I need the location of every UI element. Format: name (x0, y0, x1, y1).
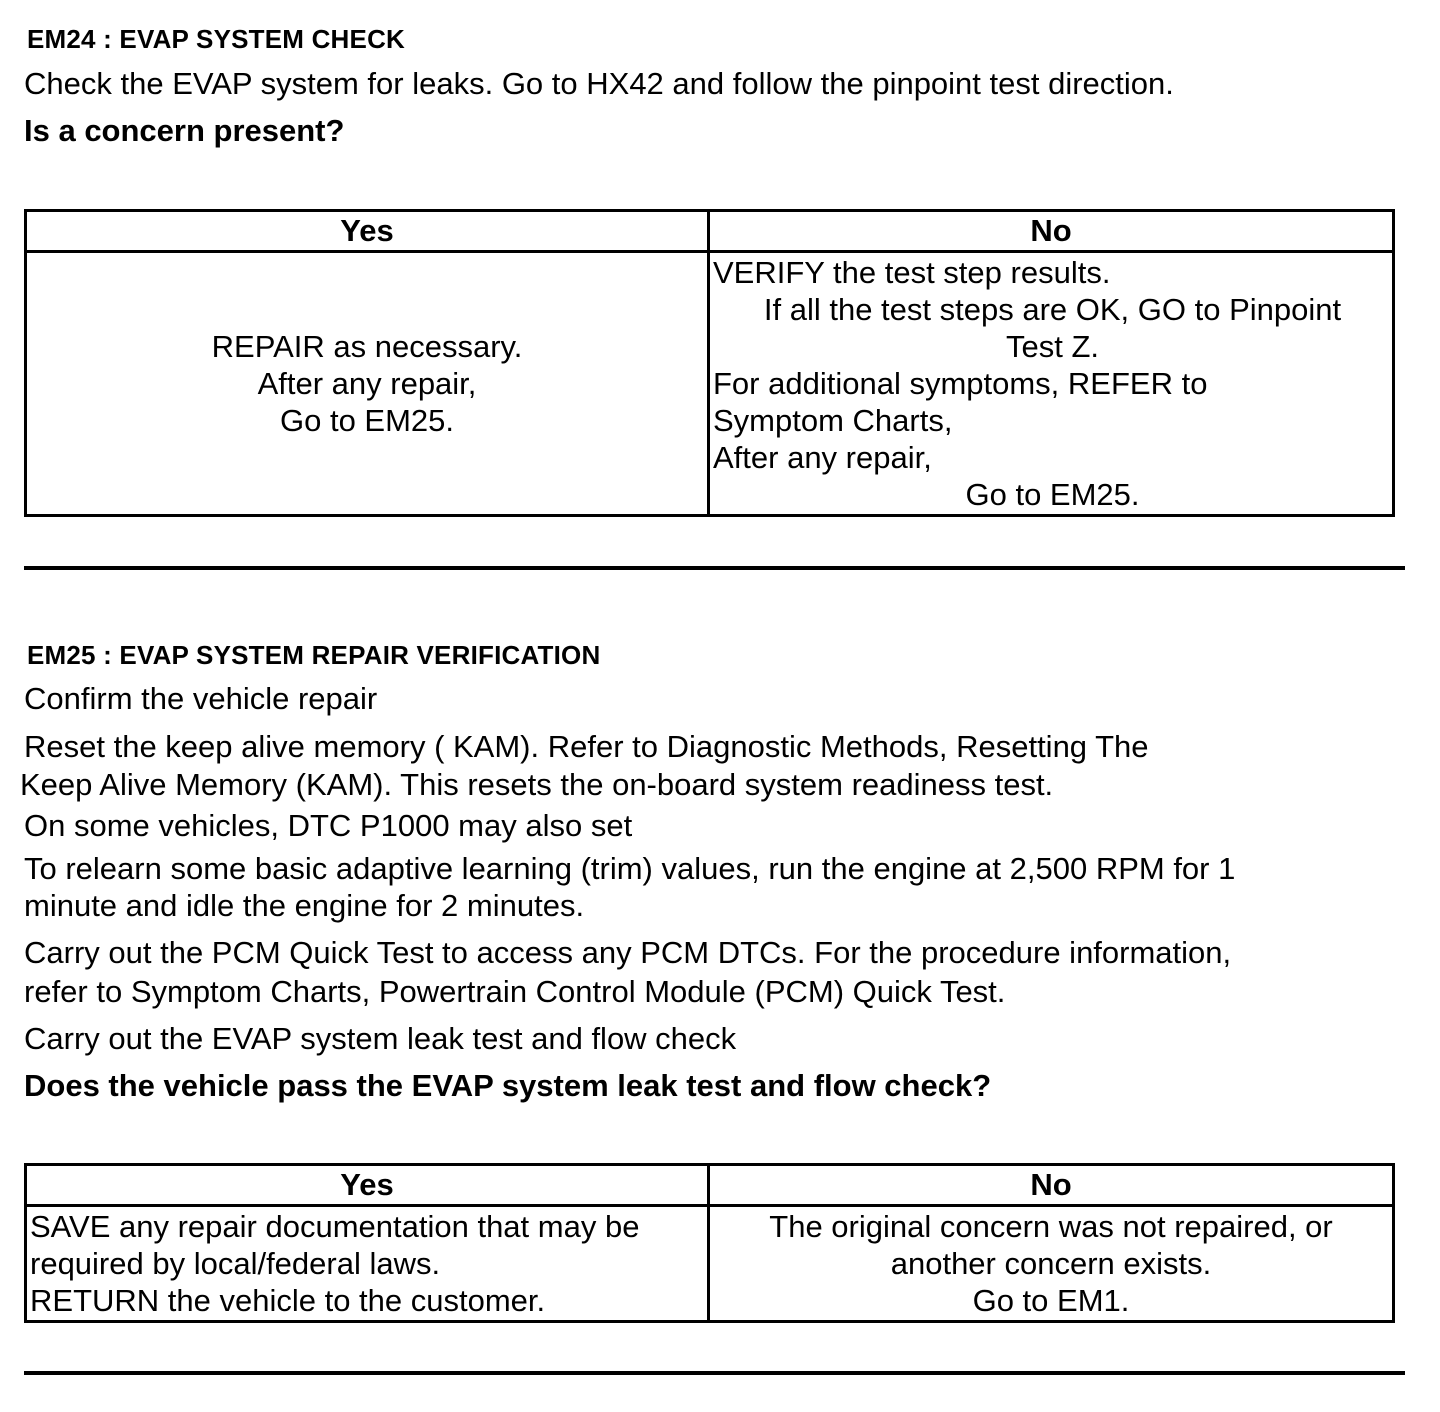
em24-instruction: Check the EVAP system for leaks. Go to HX42 and follow the pinpoint test direction. (24, 66, 1174, 101)
em25-step: minute and idle the engine for 2 minutes. (24, 888, 585, 923)
em24-no-line: VERIFY the test step results. (713, 255, 1111, 290)
em25-question: Does the vehicle pass the EVAP system leak test and flow check? (24, 1068, 992, 1103)
em24-no-line: Test Z. (1005, 329, 1099, 364)
section-divider (24, 566, 1405, 570)
em25-no-line: Go to EM1. (972, 1283, 1130, 1318)
em25-no-line: The original concern was not repaired, or (769, 1209, 1333, 1244)
em24-no-line: For additional symptoms, REFER to (713, 366, 1208, 401)
em24-yes-header: Yes (26, 211, 709, 252)
em25-no-header: No (709, 1165, 1394, 1206)
em24-heading: EM24 : EVAP SYSTEM CHECK (27, 24, 406, 54)
em25-yes-line: required by local/federal laws. (30, 1246, 441, 1281)
em24-no-line: After any repair, (713, 440, 932, 475)
em24-yes-line: Go to EM25. (279, 403, 455, 438)
em24-decision-table (24, 209, 1395, 517)
em25-heading: EM25 : EVAP SYSTEM REPAIR VERIFICATION (27, 640, 601, 670)
em25-yes-line: RETURN the vehicle to the customer. (30, 1283, 546, 1318)
section-divider (24, 1371, 1405, 1375)
em25-step: refer to Symptom Charts, Powertrain Control Module (PCM) Quick Test. (24, 974, 1006, 1009)
em25-yes-cell (26, 1206, 709, 1322)
em25-no-line: another concern exists. (890, 1246, 1212, 1281)
em24-question: Is a concern present? (24, 113, 345, 148)
em24-no-line: Symptom Charts, (713, 403, 953, 438)
em25-step: Carry out the PCM Quick Test to access any PCM DTCs. For the procedure information, (24, 935, 1232, 970)
em25-yes-line: SAVE any repair documentation that may be (30, 1209, 640, 1244)
em25-step: On some vehicles, DTC P1000 may also set (24, 808, 633, 843)
em24-no-cell (709, 252, 1394, 516)
em25-step: Keep Alive Memory (KAM). This resets the on-board system readiness test. (20, 767, 1054, 802)
em24-yes-line: REPAIR as necessary. (211, 329, 523, 364)
em24-yes-line: After any repair, (257, 366, 477, 401)
em25-yes-header: Yes (26, 1165, 709, 1206)
em25-step: Carry out the EVAP system leak test and flow check (24, 1021, 737, 1056)
em25-step: To relearn some basic adaptive learning (trim) values, run the engine at 2,500 RPM for 1 (24, 851, 1236, 886)
em24-yes-cell (26, 252, 709, 516)
em25-decision-table (24, 1163, 1395, 1323)
em25-step: Reset the keep alive memory ( KAM). Refer to Diagnostic Methods, Resetting The (24, 729, 1149, 764)
em25-no-cell (709, 1206, 1394, 1322)
em25-step: Confirm the vehicle repair (24, 681, 378, 716)
em24-no-header: No (709, 211, 1394, 252)
em24-no-line: If all the test steps are OK, GO to Pinpoint (763, 292, 1342, 327)
em24-no-line: Go to EM25. (965, 477, 1140, 512)
